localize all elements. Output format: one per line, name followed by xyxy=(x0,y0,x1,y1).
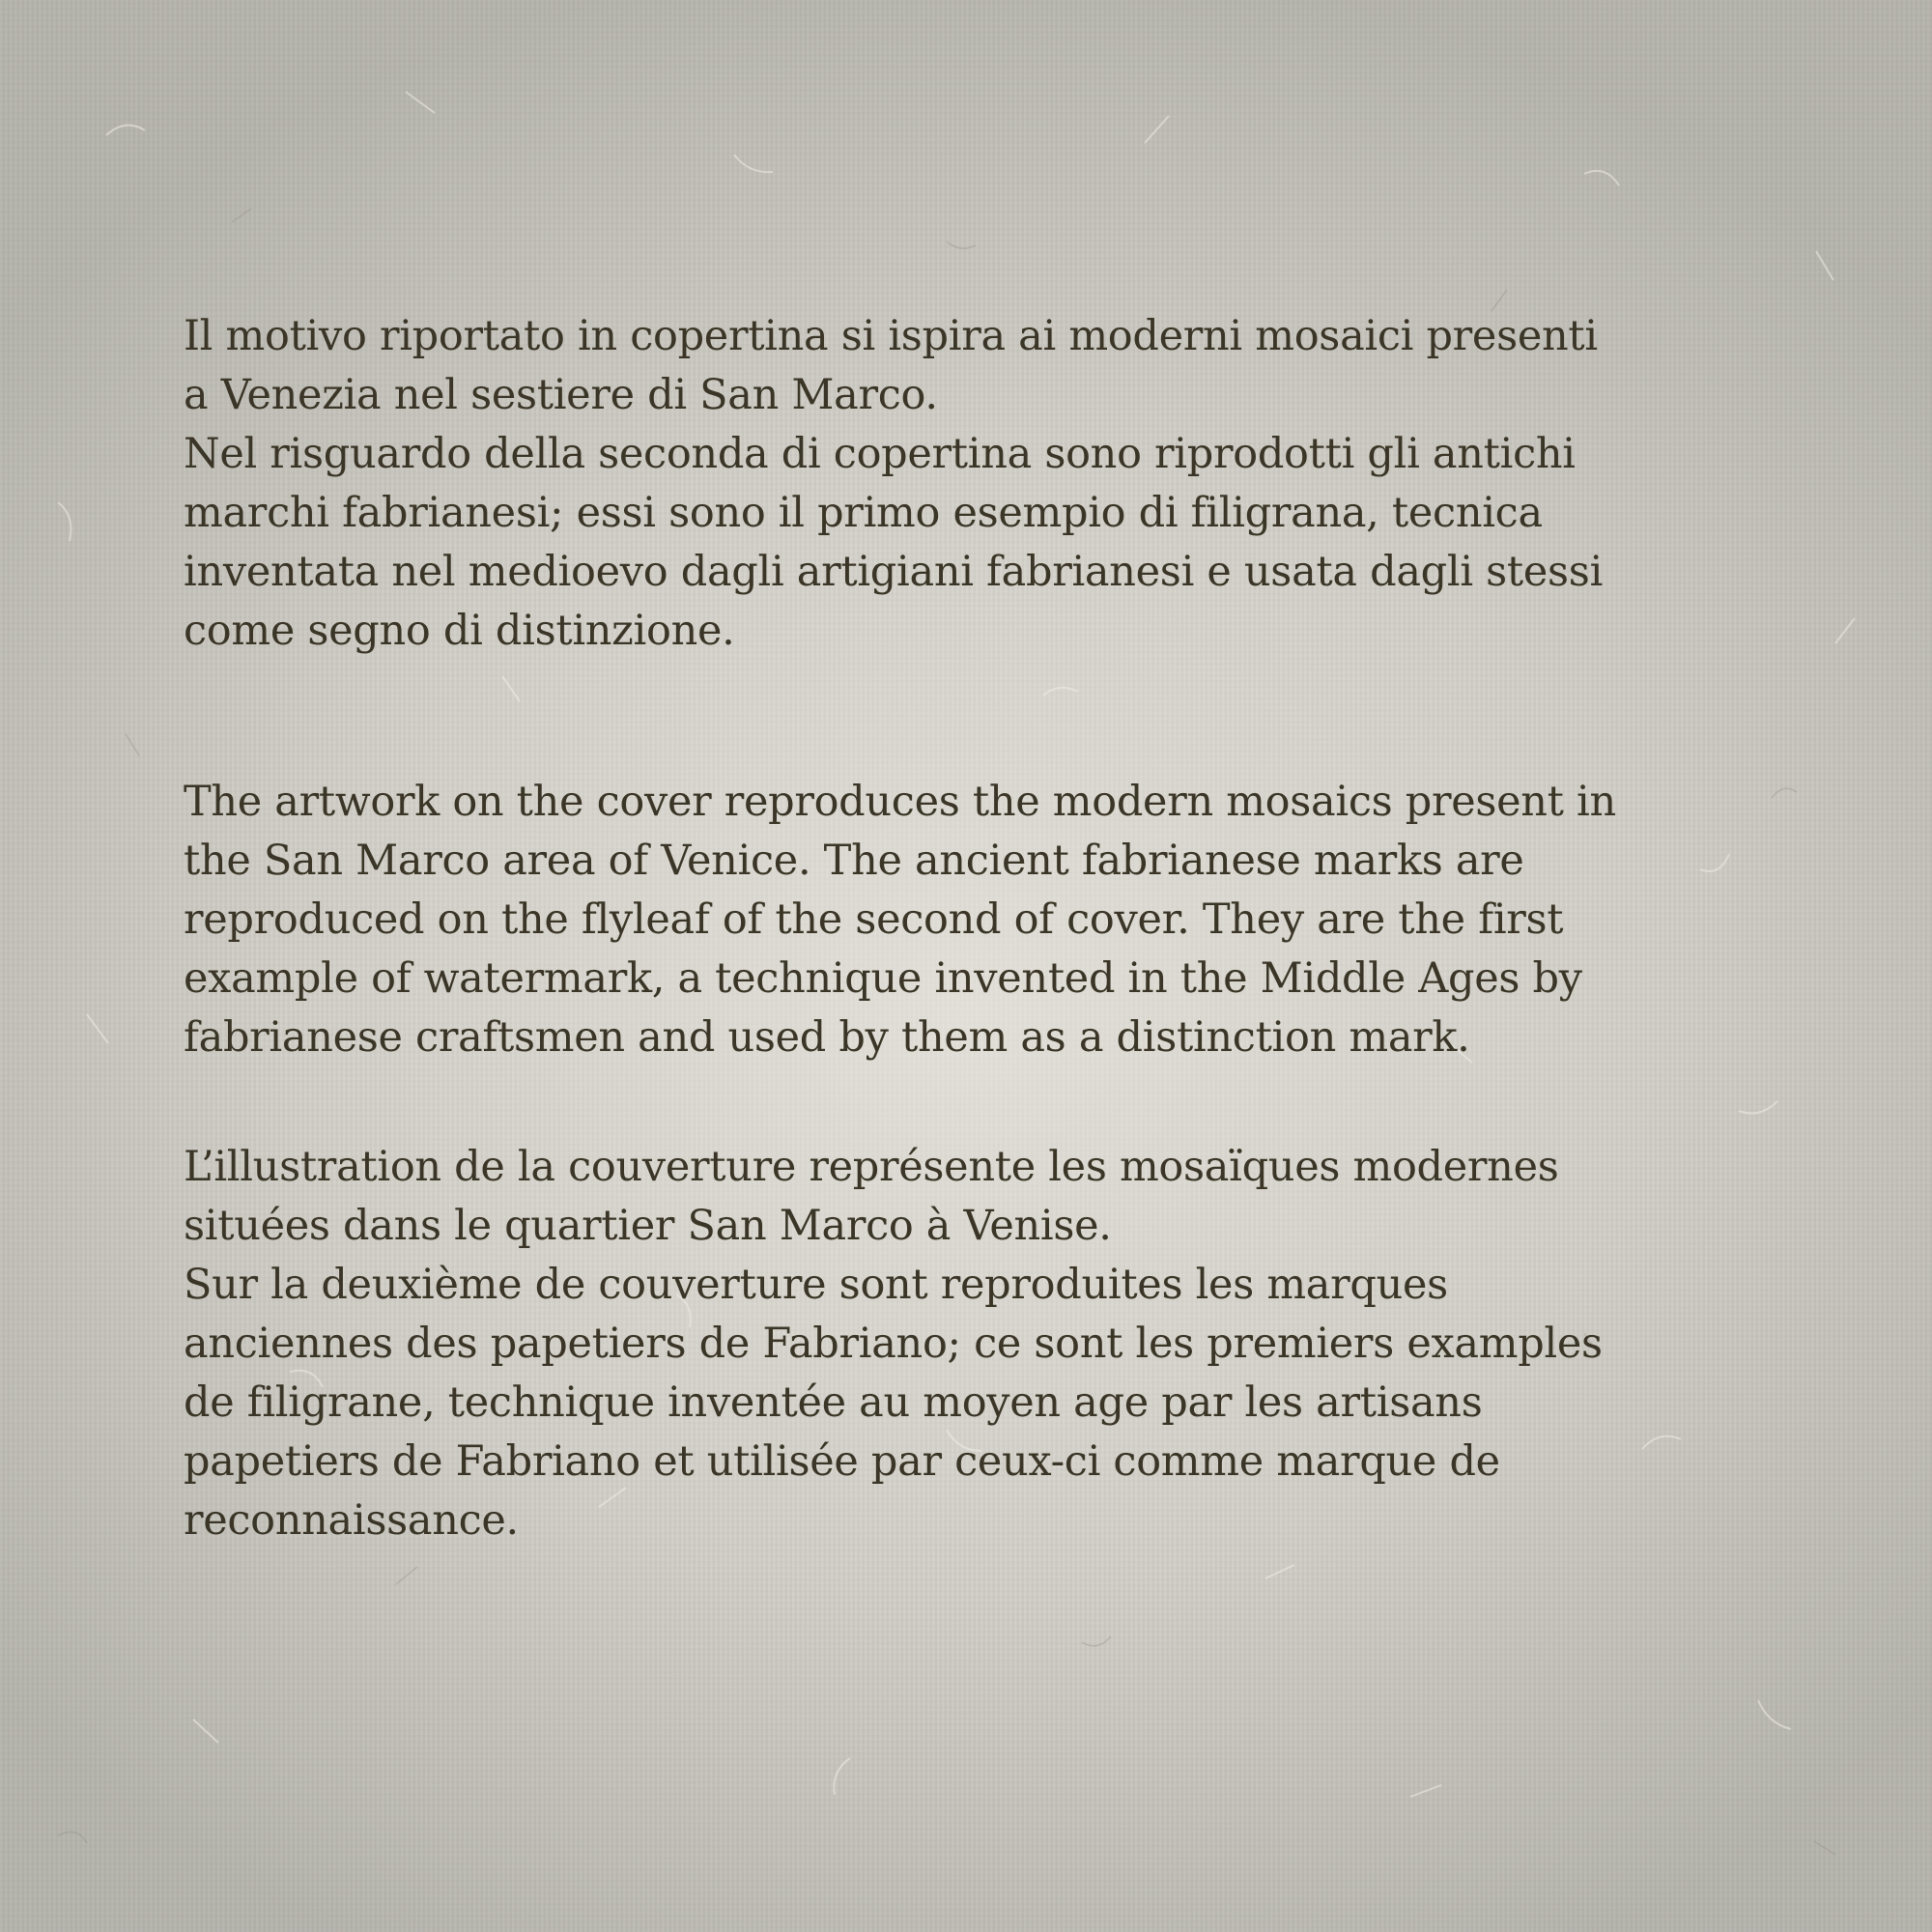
italian-paragraph: Il motivo riportato in copertina si ispira ai moderni mosaici presenti a Venezia nel sestiere di San Marco. Nel risguardo della seconda di copertina sono riprodotti gli antichi marchi fabrianesi; essi sono il primo esempio di filigrana, tecnica inventata nel medioevo dagli artigiani fabrianesi e usata dagli stessi come segno di distinzione. xyxy=(184,312,1604,655)
french-paragraph: L’illustration de la couverture représente les mosaïques modernes situées dans le quartier San Marco à Venise. Sur la deuxième de couverture sont reproduites les marques anciennes des papetiers de Fabriano; ce sont les premiers examples de filigrane, technique inventée au moyen age par les artisans papetiers de Fabriano et utilisée par ceux-ci comme marque de reconnaissance. xyxy=(184,1143,1603,1545)
english-paragraph: The artwork on the cover reproduces the modern mosaics present in the San Marco area of Venice. The ancient fabrianese marks are reproduced on the flyleaf of the second of cover. They are the first example of watermark, a technique invented in the Middle Ages by fabrianese craftsmen and used by them as a distinction mark. xyxy=(184,778,1616,1062)
